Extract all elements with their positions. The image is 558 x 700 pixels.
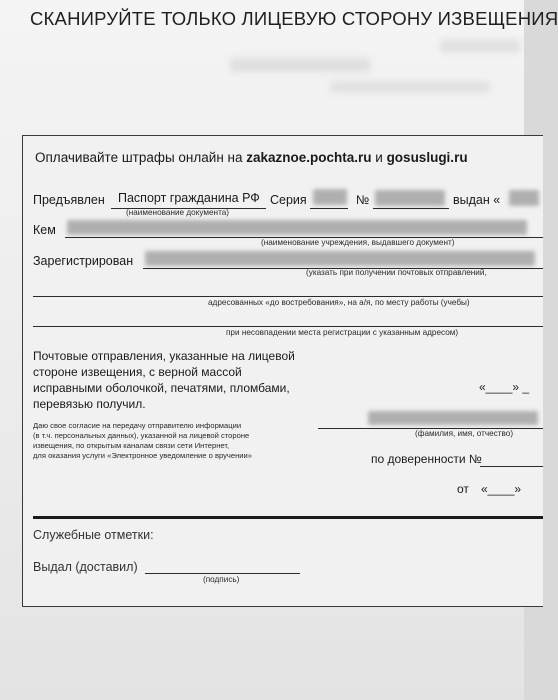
issued-date-redacted xyxy=(509,190,539,206)
delivery-receipt-form xyxy=(22,135,543,607)
addressed-caption: адресованных «до востребования», на а/я, по месту работы (учебы) xyxy=(208,298,470,307)
proxy-from-blank: «____» xyxy=(481,482,522,496)
consent-line-3: извещения, по открытым каналам связи сети Интернет, xyxy=(33,441,230,450)
proxy-label: по доверенности № xyxy=(371,452,482,466)
service-marks-title: Служебные отметки: xyxy=(33,528,154,542)
issued-by-label: Кем xyxy=(33,223,56,237)
bleed-through-mark xyxy=(230,58,370,72)
bleed-through-mark xyxy=(440,40,520,52)
postman-signature-line xyxy=(145,573,300,574)
recipient-fio-redacted xyxy=(368,411,538,425)
bleed-through-mark xyxy=(330,82,490,92)
consent-line-1: Даю свое согласие на передачу отправителю информации xyxy=(33,421,242,430)
received-statement-line-1: Почтовые отправления, указанные на лицевой xyxy=(33,349,295,363)
promo-line xyxy=(35,150,468,165)
number-line xyxy=(373,208,449,209)
recipient-fio-caption: (фамилия, имя, отчество) xyxy=(415,429,514,438)
received-statement-line-3: исправными оболочкой, печатями, пломбами, xyxy=(33,381,290,395)
service-divider xyxy=(33,516,543,519)
document-type-caption: (наименование документа) xyxy=(126,208,230,217)
series-label: Серия xyxy=(270,193,307,207)
address-extra-line-1 xyxy=(33,296,543,297)
issued-by-redacted xyxy=(67,220,527,235)
issued-by-postman-label: Выдал (доставил) xyxy=(33,560,138,574)
mismatch-caption: при несовпадении места регистрации с указанным адресом) xyxy=(226,328,459,337)
promo-site-gosuslugi: gosuslugi.ru xyxy=(386,150,468,165)
registered-caption: (указать при получении почтовых отправлений, xyxy=(306,268,487,277)
number-redacted xyxy=(375,190,445,206)
issued-by-caption: (наименование учреждения, выдавшего документ) xyxy=(261,238,455,247)
series-line xyxy=(310,208,348,209)
received-statement-line-2: стороне извещения, с верной массой xyxy=(33,365,242,379)
consent-line-4: для оказания услуги «Электронное уведомление о вручении» xyxy=(33,451,252,460)
received-date-blank: «____» _ xyxy=(479,380,530,394)
signature-caption: (подпись) xyxy=(203,575,240,584)
presented-label: Предъявлен xyxy=(33,193,105,207)
number-label: № xyxy=(356,193,370,207)
scan-instruction-header: СКАНИРУЙТЕ ТОЛЬКО ЛИЦЕВУЮ СТОРОНУ ИЗВЕЩЕНИЯ xyxy=(30,8,558,29)
consent-line-2: (в т.ч. персональных данных), указанной на лицевой стороне xyxy=(33,431,250,440)
promo-site-zakaznoe: zakaznoe.pochta.ru xyxy=(246,150,372,165)
promo-prefix: Оплачивайте штрафы онлайн на xyxy=(35,150,247,165)
received-statement-line-4: перевязью получил. xyxy=(33,397,146,411)
document-type-value: Паспорт гражданина РФ xyxy=(118,191,260,205)
series-redacted xyxy=(313,189,347,205)
issued-label: выдан « xyxy=(453,193,501,207)
registered-address-redacted xyxy=(145,251,535,266)
address-extra-line-2 xyxy=(33,326,543,327)
registered-label: Зарегистрирован xyxy=(33,254,134,268)
proxy-from-label: от xyxy=(457,482,469,496)
promo-conj: и xyxy=(371,150,387,165)
proxy-number-line xyxy=(480,466,543,467)
